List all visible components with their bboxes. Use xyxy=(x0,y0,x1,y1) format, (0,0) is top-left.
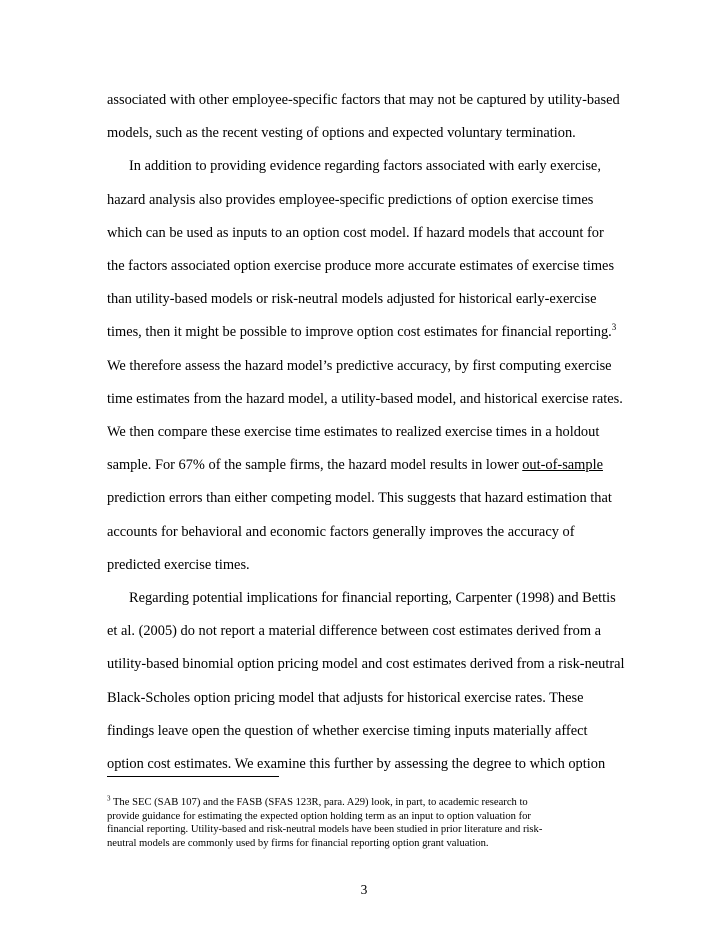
text-line: predicted exercise times. xyxy=(107,556,250,573)
text-line: models, such as the recent vesting of options and expected voluntary termination. xyxy=(107,125,576,142)
text-line: option cost estimates. We examine this further by assessing the degree to which option xyxy=(107,756,606,773)
text-line: time estimates from the hazard model, a utility-based model, and historical exercise rates. xyxy=(107,390,623,407)
footnote-line xyxy=(107,796,627,810)
text-line: We therefore assess the hazard model’s predictive accuracy, by first computing exercise xyxy=(107,357,612,374)
text-line: Regarding potential implications for financial reporting, Carpenter (1998) and Bettis xyxy=(129,590,616,607)
page-number: 3 xyxy=(360,882,368,897)
text-line: which can be used as inputs to an option cost model. If hazard models that account for xyxy=(107,224,604,241)
text-line: We then compare these exercise time estimates to realized exercise times in a holdout xyxy=(107,424,600,441)
text-line: Black-Scholes option pricing model that adjusts for historical exercise rates. These xyxy=(107,689,584,706)
text-line: In addition to providing evidence regarding factors associated with early exercise, xyxy=(129,158,601,175)
underlined-term: out-of-sample xyxy=(522,457,603,474)
text-line xyxy=(107,316,627,349)
text-line: the factors associated option exercise produce more accurate estimates of exercise times xyxy=(107,258,615,275)
text-segment: sample. For 67% of the sample firms, the hazard model results in lower xyxy=(107,457,523,474)
text-line: associated with other employee-specific factors that may not be captured by utility-based xyxy=(107,92,620,108)
footnote-marker: 3 xyxy=(107,794,111,803)
text-line: et al. (2005) do not report a material difference between cost estimates derived from a xyxy=(107,623,602,640)
text-line: utility-based binomial option pricing model and cost estimates derived from a risk-neutral xyxy=(107,656,625,673)
footnote-line: provide guidance for estimating the expected option holding term as an input to option valuation for xyxy=(107,810,531,822)
text-line: prediction errors than either competing model. This suggests that hazard estimation that xyxy=(107,490,612,507)
footnote-divider xyxy=(107,776,279,777)
footnote-line: neutral models are commonly used by firms for financial reporting option grant valuation. xyxy=(107,837,489,849)
text-line xyxy=(107,449,627,482)
text-segment: times, then it might be possible to improve option cost estimates for financial reporting. xyxy=(107,324,612,341)
footnote-reference[interactable]: 3 xyxy=(611,322,617,333)
text-line: accounts for behavioral and economic factors generally improves the accuracy of xyxy=(107,523,575,540)
footnote-line: financial reporting. Utility-based and risk-neutral models have been studied in prior literature and risk- xyxy=(107,824,543,836)
text-line: hazard analysis also provides employee-specific predictions of option exercise times xyxy=(107,191,594,208)
text-line: than utility-based models or risk-neutral models adjusted for historical early-exercise xyxy=(107,291,597,308)
body-text xyxy=(107,84,627,781)
text-line: findings leave open the question of whether exercise timing inputs materially affect xyxy=(107,722,588,739)
text-segment: The SEC (SAB 107) and the FASB (SFAS 123R, para. A29) look, in part, to academic research to xyxy=(110,797,528,808)
footnote xyxy=(107,796,627,850)
